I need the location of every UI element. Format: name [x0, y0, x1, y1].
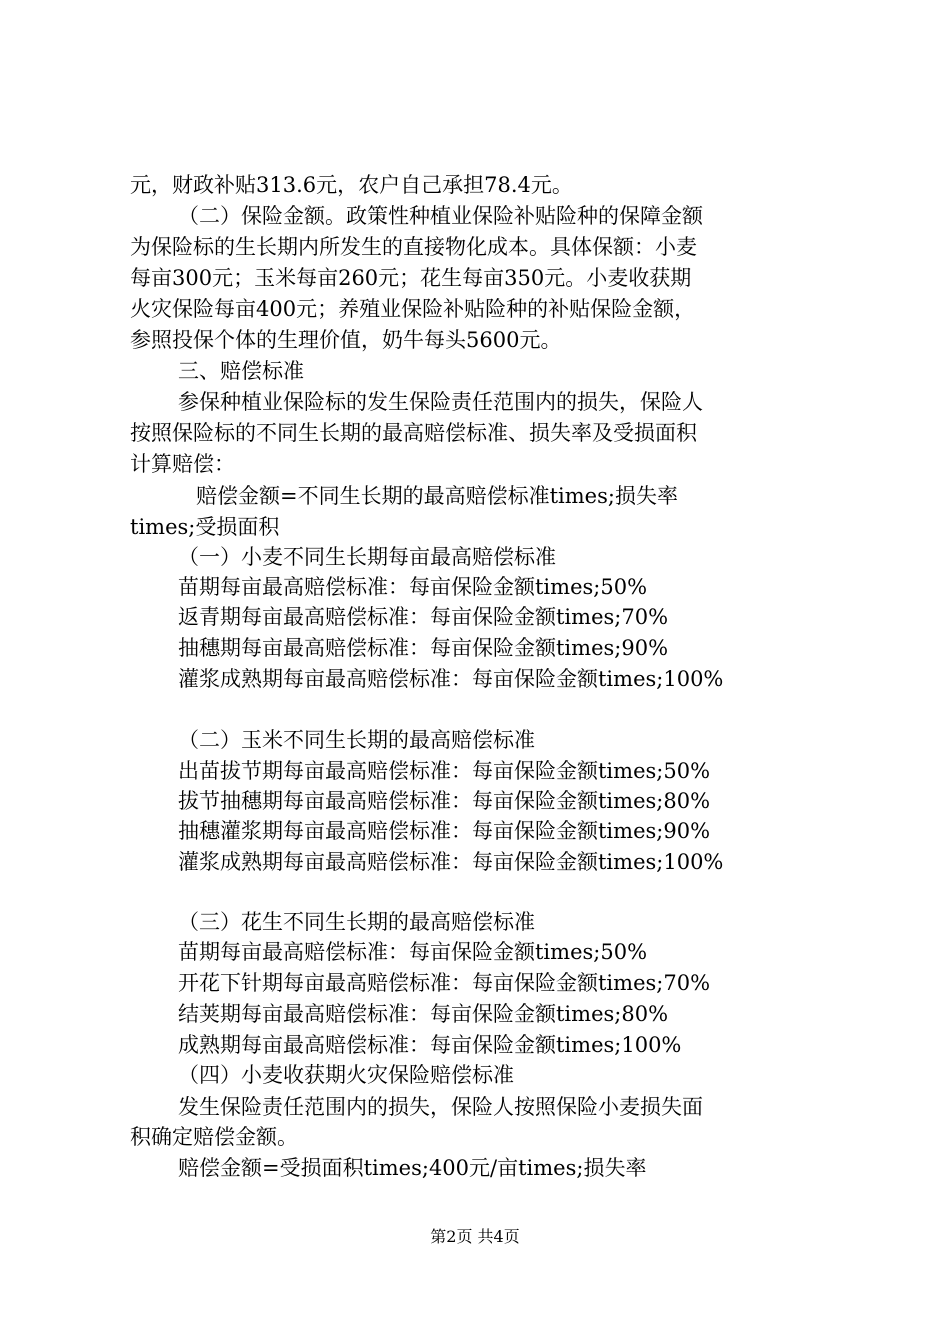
paragraph-line: 积确定赔偿金额。	[130, 1125, 298, 1149]
standard-line: 苗期每亩最高赔偿标准：每亩保险金额times;50%	[178, 575, 648, 599]
subsection-heading: （二）玉米不同生长期的最高赔偿标准	[178, 728, 535, 752]
standard-line: 成熟期每亩最高赔偿标准：每亩保险金额times;100%	[178, 1033, 682, 1057]
paragraph-line: 每亩300元；玉米每亩260元；花生每亩350元。小麦收获期	[130, 266, 692, 290]
standard-line: 抽穗灌浆期每亩最高赔偿标准：每亩保险金额times;90%	[178, 819, 711, 843]
standard-line: 灌浆成熟期每亩最高赔偿标准：每亩保险金额times;100%	[178, 850, 724, 874]
formula-line: times;受损面积	[130, 515, 280, 539]
page-footer: 第2页 共4页	[430, 1227, 520, 1246]
subsection-heading: （一）小麦不同生长期每亩最高赔偿标准	[178, 545, 556, 569]
standard-line: 出苗拔节期每亩最高赔偿标准：每亩保险金额times;50%	[178, 759, 711, 783]
paragraph-line: 火灾保险每亩400元；养殖业保险补贴险种的补贴保险金额，	[130, 297, 696, 321]
paragraph-line: 参保种植业保险标的发生保险责任范围内的损失，保险人	[178, 390, 703, 414]
formula-line: 赔偿金额=受损面积times;400元/亩times;损失率	[178, 1156, 647, 1180]
paragraph-line: 为保险标的生长期内所发生的直接物化成本。具体保额：小麦	[130, 235, 697, 259]
paragraph-line: 按照保险标的不同生长期的最高赔偿标准、损失率及受损面积	[130, 421, 697, 445]
standard-line: 返青期每亩最高赔偿标准：每亩保险金额times;70%	[178, 605, 669, 629]
paragraph-line: （二）保险金额。政策性种植业保险补贴险种的保障金额	[178, 204, 703, 228]
standard-line: 抽穗期每亩最高赔偿标准：每亩保险金额times;90%	[178, 636, 669, 660]
standard-line: 灌浆成熟期每亩最高赔偿标准：每亩保险金额times;100%	[178, 667, 724, 691]
section-heading: 三、赔偿标准	[178, 359, 304, 383]
paragraph-line: 元，财政补贴313.6元，农户自己承担78.4元。	[130, 173, 573, 197]
standard-line: 开花下针期每亩最高赔偿标准：每亩保险金额times;70%	[178, 971, 711, 995]
standard-line: 苗期每亩最高赔偿标准：每亩保险金额times;50%	[178, 940, 648, 964]
paragraph-line: 参照投保个体的生理价值，奶牛每头5600元。	[130, 328, 562, 352]
paragraph-line: 计算赔偿：	[130, 452, 235, 476]
formula-line: 赔偿金额=不同生长期的最高赔偿标准times;损失率	[196, 484, 678, 508]
standard-line: 结荚期每亩最高赔偿标准：每亩保险金额times;80%	[178, 1002, 669, 1026]
paragraph-line: 发生保险责任范围内的损失，保险人按照保险小麦损失面	[178, 1095, 703, 1119]
subsection-heading: （四）小麦收获期火灾保险赔偿标准	[178, 1063, 514, 1087]
standard-line: 拔节抽穗期每亩最高赔偿标准：每亩保险金额times;80%	[178, 789, 711, 813]
subsection-heading: （三）花生不同生长期的最高赔偿标准	[178, 910, 535, 934]
